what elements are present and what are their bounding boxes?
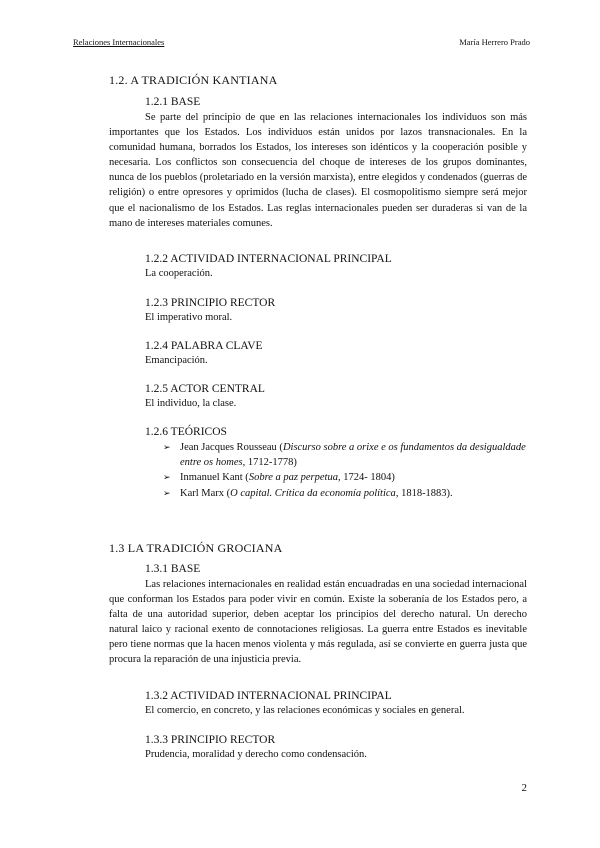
list-item: [163, 470, 528, 485]
theorist-work: Discurso sobre a orixe e os fundamentos da desigualdade entre os homes: [180, 442, 526, 469]
paragraph-grocio-base-text: Las relaciones internacionales en realidad están encuadradas en una sociedad internacional que conforman los Estados para poder vivir en común. Existe la soberanía de los Estados pero, a falta de una autoridad superior, deben aceptar los principios del derecho natural. Un derecho natural laico y racional exento de connotaciones religiosas. La guerra entre Estados es inevitable pero tiene normas que la hacen menos violenta y más regulada, así se convierte en guerra justa que procura la reparación de una injusticia previa.: [109, 579, 527, 666]
list-item: [163, 440, 528, 470]
arrow-bullet-icon: ➢: [163, 442, 171, 452]
subheading-kant-keyword: 1.2.4 PALABRA CLAVE: [145, 340, 263, 352]
subheading-kant-principle: 1.2.3 PRINCIPIO RECTOR: [145, 297, 276, 309]
subheading-grocio-base: 1.3.1 BASE: [145, 563, 201, 575]
subheading-grocio-activity: 1.3.2 ACTIVIDAD INTERNACIONAL PRINCIPAL: [145, 690, 392, 702]
header-course-title: Relaciones Internacionales: [73, 37, 165, 47]
section-title-kantiana: 1.2. A TRADICIÓN KANTIANA: [109, 73, 278, 87]
text-grocio-activity: El comercio, en concreto, y las relaciones económicas y sociales en general.: [145, 705, 465, 716]
theorist-years: , 1724- 1804): [337, 472, 395, 484]
subheading-kant-activity: 1.2.2 ACTIVIDAD INTERNACIONAL PRINCIPAL: [145, 253, 392, 265]
arrow-bullet-icon: ➢: [163, 472, 171, 483]
theorists-list: [163, 440, 528, 501]
text-kant-principle: El imperativo moral.: [145, 312, 233, 323]
header-author: María Herrero Prado: [459, 37, 530, 47]
theorist-years: , 1712-1778): [242, 457, 297, 469]
page-number: 2: [521, 782, 527, 794]
text-kant-activity: La cooperación.: [145, 268, 213, 279]
theorist-name: Karl Marx (: [180, 487, 231, 499]
paragraph-kant-base-text: Se parte del principio de que en las relaciones internacionales los individuos son más importantes que los Estados. Los individuos están unidos por lazos transnacionales. En la comunidad humana, borrados los Estados, los intereses son idénticos y la cooperación posible y necesaria. Los conflictos son consecuencia del choque de intereses de los grupos dominantes, nunca de los pueblos (proletariado en la versión marxista), entre elegidos y condenados (guerras de religión) o entre opresores y oprimidos (lucha de clases). El cosmopolitismo siempre será mejor que el nacionalismo de los Estados. Las reglas internacionales pueden ser duraderas si van de la mano de intereses materiales comunes.: [109, 112, 527, 229]
theorist-work: Sobre a paz perpetua: [248, 472, 338, 484]
theorist-name: Inmanuel Kant (: [180, 472, 249, 484]
subheading-kant-base: 1.2.1 BASE: [145, 96, 201, 108]
section-title-grociana: 1.3 LA TRADICIÓN GROCIANA: [109, 541, 283, 555]
theorist-years: , 1818-1883).: [395, 487, 453, 499]
list-item: [163, 486, 528, 501]
theorist-name: Jean Jacques Rousseau (: [180, 442, 283, 453]
paragraph-kant-base: [109, 110, 527, 231]
subheading-kant-theorists: 1.2.6 TEÓRICOS: [145, 426, 227, 438]
text-kant-keyword: Emancipación.: [145, 355, 208, 366]
theorist-work: O capital. Crítica da economía política: [230, 487, 396, 499]
subheading-kant-actor: 1.2.5 ACTOR CENTRAL: [145, 383, 265, 395]
text-grocio-principle: Prudencia, moralidad y derecho como condensación.: [145, 749, 367, 760]
paragraph-grocio-base: [109, 577, 527, 668]
arrow-bullet-icon: ➢: [163, 487, 171, 498]
subheading-grocio-principle: 1.3.3 PRINCIPIO RECTOR: [145, 734, 276, 746]
text-kant-actor: El individuo, la clase.: [145, 398, 237, 409]
